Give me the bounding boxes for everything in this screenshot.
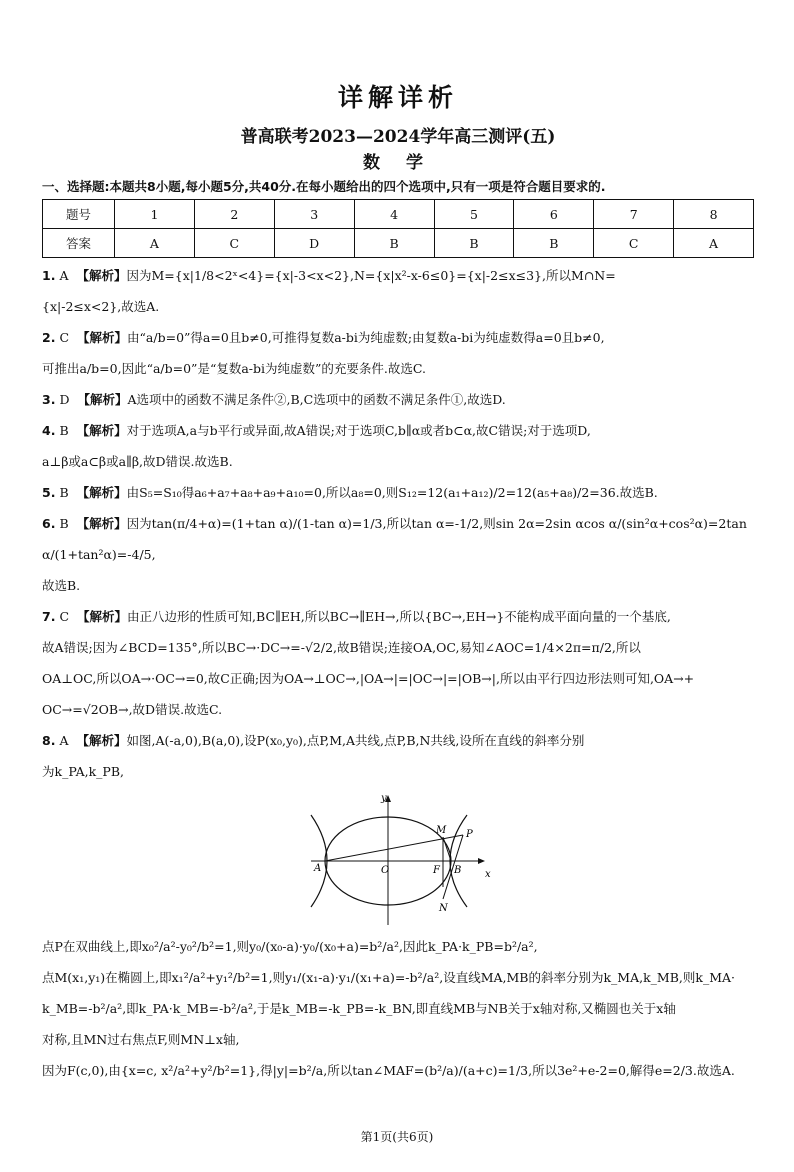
solution-line: 可推出a/b=0,因此“a/b=0”是“复数a-bi为纯虚数”的充要条件.故选C.: [42, 361, 426, 376]
solution-answer: B: [59, 516, 69, 531]
section-heading: 一、选择题:本题共8小题,每小题5分,共40分.在每小题给出的四个选项中,只有一项是符合题目要求的.: [42, 179, 606, 194]
question-number-cell: 5: [434, 200, 514, 229]
solution-line: 如图,A(-a,0),B(a,0),设P(x₀,y₀),点P,M,A共线,点P,B,N共线,设所在直线的斜率分别: [126, 733, 585, 748]
solution-number: 7.: [42, 609, 56, 624]
solution-answer: C: [59, 609, 70, 624]
solution-line: 点P在双曲线上,即x₀²/a²-y₀²/b²=1,则y₀/(x₀-a)·y₀/(x₀+a)=b²/a²,因此k_PA·k_PB=b²/a²,: [42, 939, 538, 954]
solution-line: 因为F(c,0),由{x=c, x²/a²+y²/b²=1},得|y|=b²/a,所以tan∠MAF=(b²/a)/(a+c)=1/3,所以3e²+e-2=0,解得e=2/3.故选A.: [42, 1063, 735, 1078]
solution-line: OC→=√2OB→,故D错误.故选C.: [42, 702, 223, 717]
answer-cell: A: [674, 229, 754, 258]
line-ap: [325, 835, 463, 861]
solution-answer: C: [59, 330, 70, 345]
solution-line: 对称,且MN过右焦点F,则MN⊥x轴,: [42, 1032, 240, 1047]
document-title: 详解详析: [337, 83, 458, 112]
solution-line: 因为tan(π/4+α)=(1+tan α)/(1-tan α)=1/3,所以tan α=-1/2,则sin 2α=2sin αcos α/(sin²α+cos²α)=2tan α/(1+tan²α)=-4/5,: [42, 516, 747, 562]
solution-line: 由S₅=S₁₀得a₆+a₇+a₈+a₉+a₁₀=0,所以a₈=0,则S₁₂=12(a₁+a₁₂)/2=12(a₅+a₈)/2=36.故选B.: [126, 485, 658, 500]
solution-number: 5.: [42, 485, 56, 500]
solution-line: OA⊥OC,所以OA→·OC→=0,故C正确;因为OA→⊥OC→,|OA→|=|OC→|=|OB→|,所以由平行四边形法则可知,OA→+: [42, 671, 695, 686]
analysis-tag: 【解析】: [76, 485, 127, 500]
label-m: M: [436, 825, 447, 836]
exam-subtitle: 普高联考2023—2024学年高三测评(五): [240, 127, 556, 147]
analysis-tag: 【解析】: [77, 392, 128, 407]
solution-6: [42, 508, 754, 601]
label-a: A: [314, 863, 322, 874]
analysis-tag: 【解析】: [76, 516, 127, 531]
analysis-tag: 【解析】: [76, 423, 127, 438]
label-x: x: [485, 869, 491, 880]
question-number-cell: 8: [674, 200, 754, 229]
solution-line: 故选B.: [42, 578, 81, 593]
solution-line: 故A错误;因为∠BCD=135°,所以BC→·DC→=-√2/2,故B错误;连接OA,OC,易知∠AOC=1/4×2π=π/2,所以: [42, 640, 641, 655]
solution-line: A选项中的函数不满足条件②,B,C选项中的函数不满足条件①,故选D.: [127, 392, 506, 407]
solution-line: k_MB=-b²/a²,即k_PA·k_MB=-b²/a²,于是k_MB=-k_PB=-k_BN,即直线MB与NB关于x轴对称,又椭圆也关于x轴: [42, 1001, 676, 1016]
question-number-cell: 1: [115, 200, 195, 229]
solution-number: 2.: [42, 330, 56, 345]
line-mb: [443, 837, 451, 861]
answer-cell: A: [115, 229, 195, 258]
answer-cell: B: [354, 229, 434, 258]
question-number-cell: 6: [514, 200, 594, 229]
solution-answer: B: [59, 485, 69, 500]
solution-number: 4.: [42, 423, 56, 438]
solution-5: [42, 477, 754, 508]
solution-answer: B: [59, 423, 69, 438]
solution-line: 为k_PA,k_PB,: [42, 764, 124, 779]
label-f: F: [433, 865, 440, 876]
ellipse-hyperbola-figure: [42, 787, 754, 927]
subject-title: 数 学: [363, 153, 433, 173]
label-y: y: [381, 793, 387, 804]
answer-table: [42, 199, 754, 258]
solution-answer: A: [59, 268, 69, 283]
solution-number: 1.: [42, 268, 56, 283]
question-number-cell: 2: [194, 200, 274, 229]
figure-svg: [303, 787, 493, 927]
answer-table-number-row: [43, 200, 754, 229]
answer-cell: B: [434, 229, 514, 258]
answer-cell: C: [194, 229, 274, 258]
solution-7: [42, 601, 754, 725]
solutions: [42, 260, 754, 1086]
question-number-cell: 4: [354, 200, 434, 229]
row-label-answer: 答案: [43, 229, 115, 258]
solution-line: 因为M={x|1/8<2ˣ<4}={x|-3<x<2},N={x|x²-x-6≤0}={x|-2≤x≤3},所以M∩N=: [126, 268, 616, 283]
analysis-tag: 【解析】: [76, 268, 127, 283]
label-o: O: [381, 865, 390, 876]
solution-2: [42, 322, 754, 384]
solution-answer: A: [59, 733, 69, 748]
answer-cell: B: [514, 229, 594, 258]
solution-number: 3.: [42, 392, 56, 407]
solution-line: 由“a/b=0”得a=0且b≠0,可推得复数a-bi为纯虚数;由复数a-bi为纯虚数得a=0且b≠0,: [127, 330, 605, 345]
solution-number: 6.: [42, 516, 56, 531]
solution-8-continuation: [42, 931, 754, 1086]
answer-cell: D: [274, 229, 354, 258]
solution-line: a⊥β或a⊂β或a∥β,故D错误.故选B.: [42, 454, 233, 469]
answer-table-answer-row: [43, 229, 754, 258]
row-label-number: 题号: [43, 200, 115, 229]
label-b: B: [454, 865, 462, 876]
analysis-tag: 【解析】: [77, 609, 128, 624]
solution-4: [42, 415, 754, 477]
solution-1: [42, 260, 754, 322]
solution-answer: D: [59, 392, 70, 407]
page-footer: 第1页(共6页): [360, 1130, 434, 1144]
label-n: N: [439, 903, 448, 914]
question-number-cell: 3: [274, 200, 354, 229]
label-p: P: [466, 829, 473, 840]
solution-line: {x|-2≤x<2},故选A.: [42, 299, 160, 314]
solution-8: [42, 725, 754, 787]
solution-number: 8.: [42, 733, 56, 748]
solution-3: [42, 384, 754, 415]
analysis-tag: 【解析】: [76, 733, 127, 748]
analysis-tag: 【解析】: [77, 330, 128, 345]
solution-line: 由正八边形的性质可知,BC∥EH,所以BC→∥EH→,所以{BC→,EH→}不能构成平面向量的一个基底,: [127, 609, 671, 624]
answer-cell: C: [594, 229, 674, 258]
x-axis-arrow: [478, 858, 485, 864]
question-number-cell: 7: [594, 200, 674, 229]
solution-line: 点M(x₁,y₁)在椭圆上,即x₁²/a²+y₁²/b²=1,则y₁/(x₁-a)·y₁/(x₁+a)=-b²/a²,设直线MA,MB的斜率分别为k_MA,k_MB,则k_MA·: [42, 970, 736, 985]
solution-line: 对于选项A,a与b平行或异面,故A错误;对于选项C,b∥α或者b⊂α,故C错误;对于选项D,: [126, 423, 591, 438]
